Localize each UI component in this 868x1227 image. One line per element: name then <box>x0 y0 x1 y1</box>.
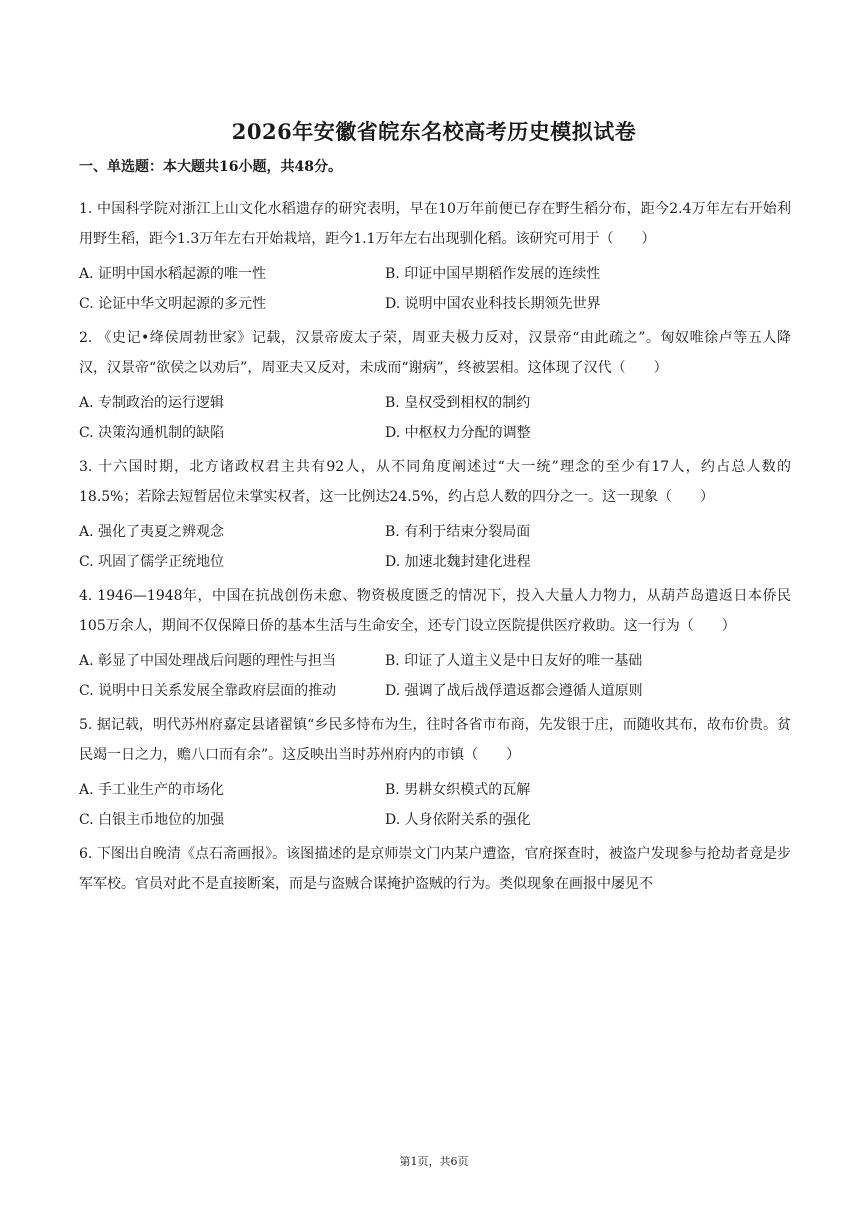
option-b: B. 皇权受到相权的制约 <box>385 395 531 411</box>
page-footer: 第1页，共6页 <box>399 1155 469 1168</box>
option-c: C. 说明中日关系发展全靠政府层面的推动 <box>79 683 337 699</box>
option-a: A. 证明中国水稻起源的唯一性 <box>79 266 267 282</box>
question-stem: 4. 1946—1948年，中国在抗战创伤未愈、物资极度匮乏的情况下，投入大量人力物力，从葫芦岛遣返日本侨民105万余人，期间不仅保障日侨的基本生活与生命安全，还专门设立医院提供医疗救助。这一行为（ ） <box>79 588 791 634</box>
option-a: A. 强化了夷夏之辨观念 <box>79 524 225 540</box>
question-stem: 2. 《史记•绛侯周勃世家》记载，汉景帝废太子荣，周亚夫极力反对，汉景帝“由此疏之”。匈奴唯徐卢等五人降汉，汉景帝“欲侯之以劝后”，周亚夫又反对，未成而“谢病”，终被罢相。这体现了汉代（ ） <box>79 330 791 376</box>
question-options <box>79 259 791 319</box>
page-title: 2026年安徽省皖东名校高考历史模拟试卷 <box>231 119 637 144</box>
question-options <box>79 388 791 448</box>
question-stem: 6. 下图出自晚清《点石斋画报》。该图描述的是京师崇文门内某户遭盗，官府探查时，被盗户发现参与抢劫者竟是步军军校。官员对此不是直接断案，而是与盗贼合谋掩护盗贼的行为。类似现象在画报中屡见不 <box>79 846 791 892</box>
option-c: C. 巩固了儒学正统地位 <box>79 554 225 570</box>
section-heading: 一、单选题：本大题共16小题，共48分。 <box>79 159 342 175</box>
option-b: B. 有利于结束分裂局面 <box>385 524 531 540</box>
question-stem: 3. 十六国时期，北方诸政权君主共有92人，从不同角度阐述过“大一统”理念的至少有17人，约占总人数的18.5%；若除去短暂居位未掌实权者，这一比例达24.5%，约占总人数的四分之一。这一现象（ ） <box>79 459 791 505</box>
option-d: D. 人身依附关系的强化 <box>385 812 531 828</box>
option-a: A. 彰显了中国处理战后问题的理性与担当 <box>79 653 337 669</box>
question-3 <box>79 452 791 577</box>
option-a: A. 手工业生产的市场化 <box>79 782 225 798</box>
question-4 <box>79 581 791 706</box>
question-5 <box>79 710 791 835</box>
option-c: C. 论证中华文明起源的多元性 <box>79 296 267 312</box>
question-list <box>79 194 791 904</box>
option-b: B. 印证了人道主义是中日友好的唯一基础 <box>385 653 643 669</box>
option-d: D. 加速北魏封建化进程 <box>385 554 531 570</box>
question-6 <box>79 839 791 899</box>
option-d: D. 强调了战后战俘遣返都会遵循人道原则 <box>385 683 643 699</box>
option-b: B. 男耕女织模式的瓦解 <box>385 782 531 798</box>
question-2 <box>79 323 791 448</box>
question-stem: 5. 据记载，明代苏州府嘉定县诸翟镇“乡民多恃布为生，往时各省市布商，先发银于庄，而随收其布，故布价贵。贫民竭一日之力，赡八口而有余”。这反映出当时苏州府内的市镇（ ） <box>79 717 791 763</box>
option-d: D. 说明中国农业科技长期领先世界 <box>385 296 601 312</box>
option-b: B. 印证中国早期稻作发展的连续性 <box>385 266 601 282</box>
option-a: A. 专制政治的运行逻辑 <box>79 395 225 411</box>
question-options <box>79 646 791 706</box>
question-options <box>79 775 791 835</box>
question-stem: 1. 中国科学院对浙江上山文化水稻遗存的研究表明，早在10万年前便已存在野生稻分布，距今2.4万年左右开始利用野生稻，距今1.3万年左右开始栽培，距今1.1万年左右出现驯化稻。该研究可用于（ ） <box>79 201 791 247</box>
question-options <box>79 517 791 577</box>
option-d: D. 中枢权力分配的调整 <box>385 425 531 441</box>
option-c: C. 白银主币地位的加强 <box>79 812 225 828</box>
option-c: C. 决策沟通机制的缺陷 <box>79 425 225 441</box>
question-1 <box>79 194 791 319</box>
